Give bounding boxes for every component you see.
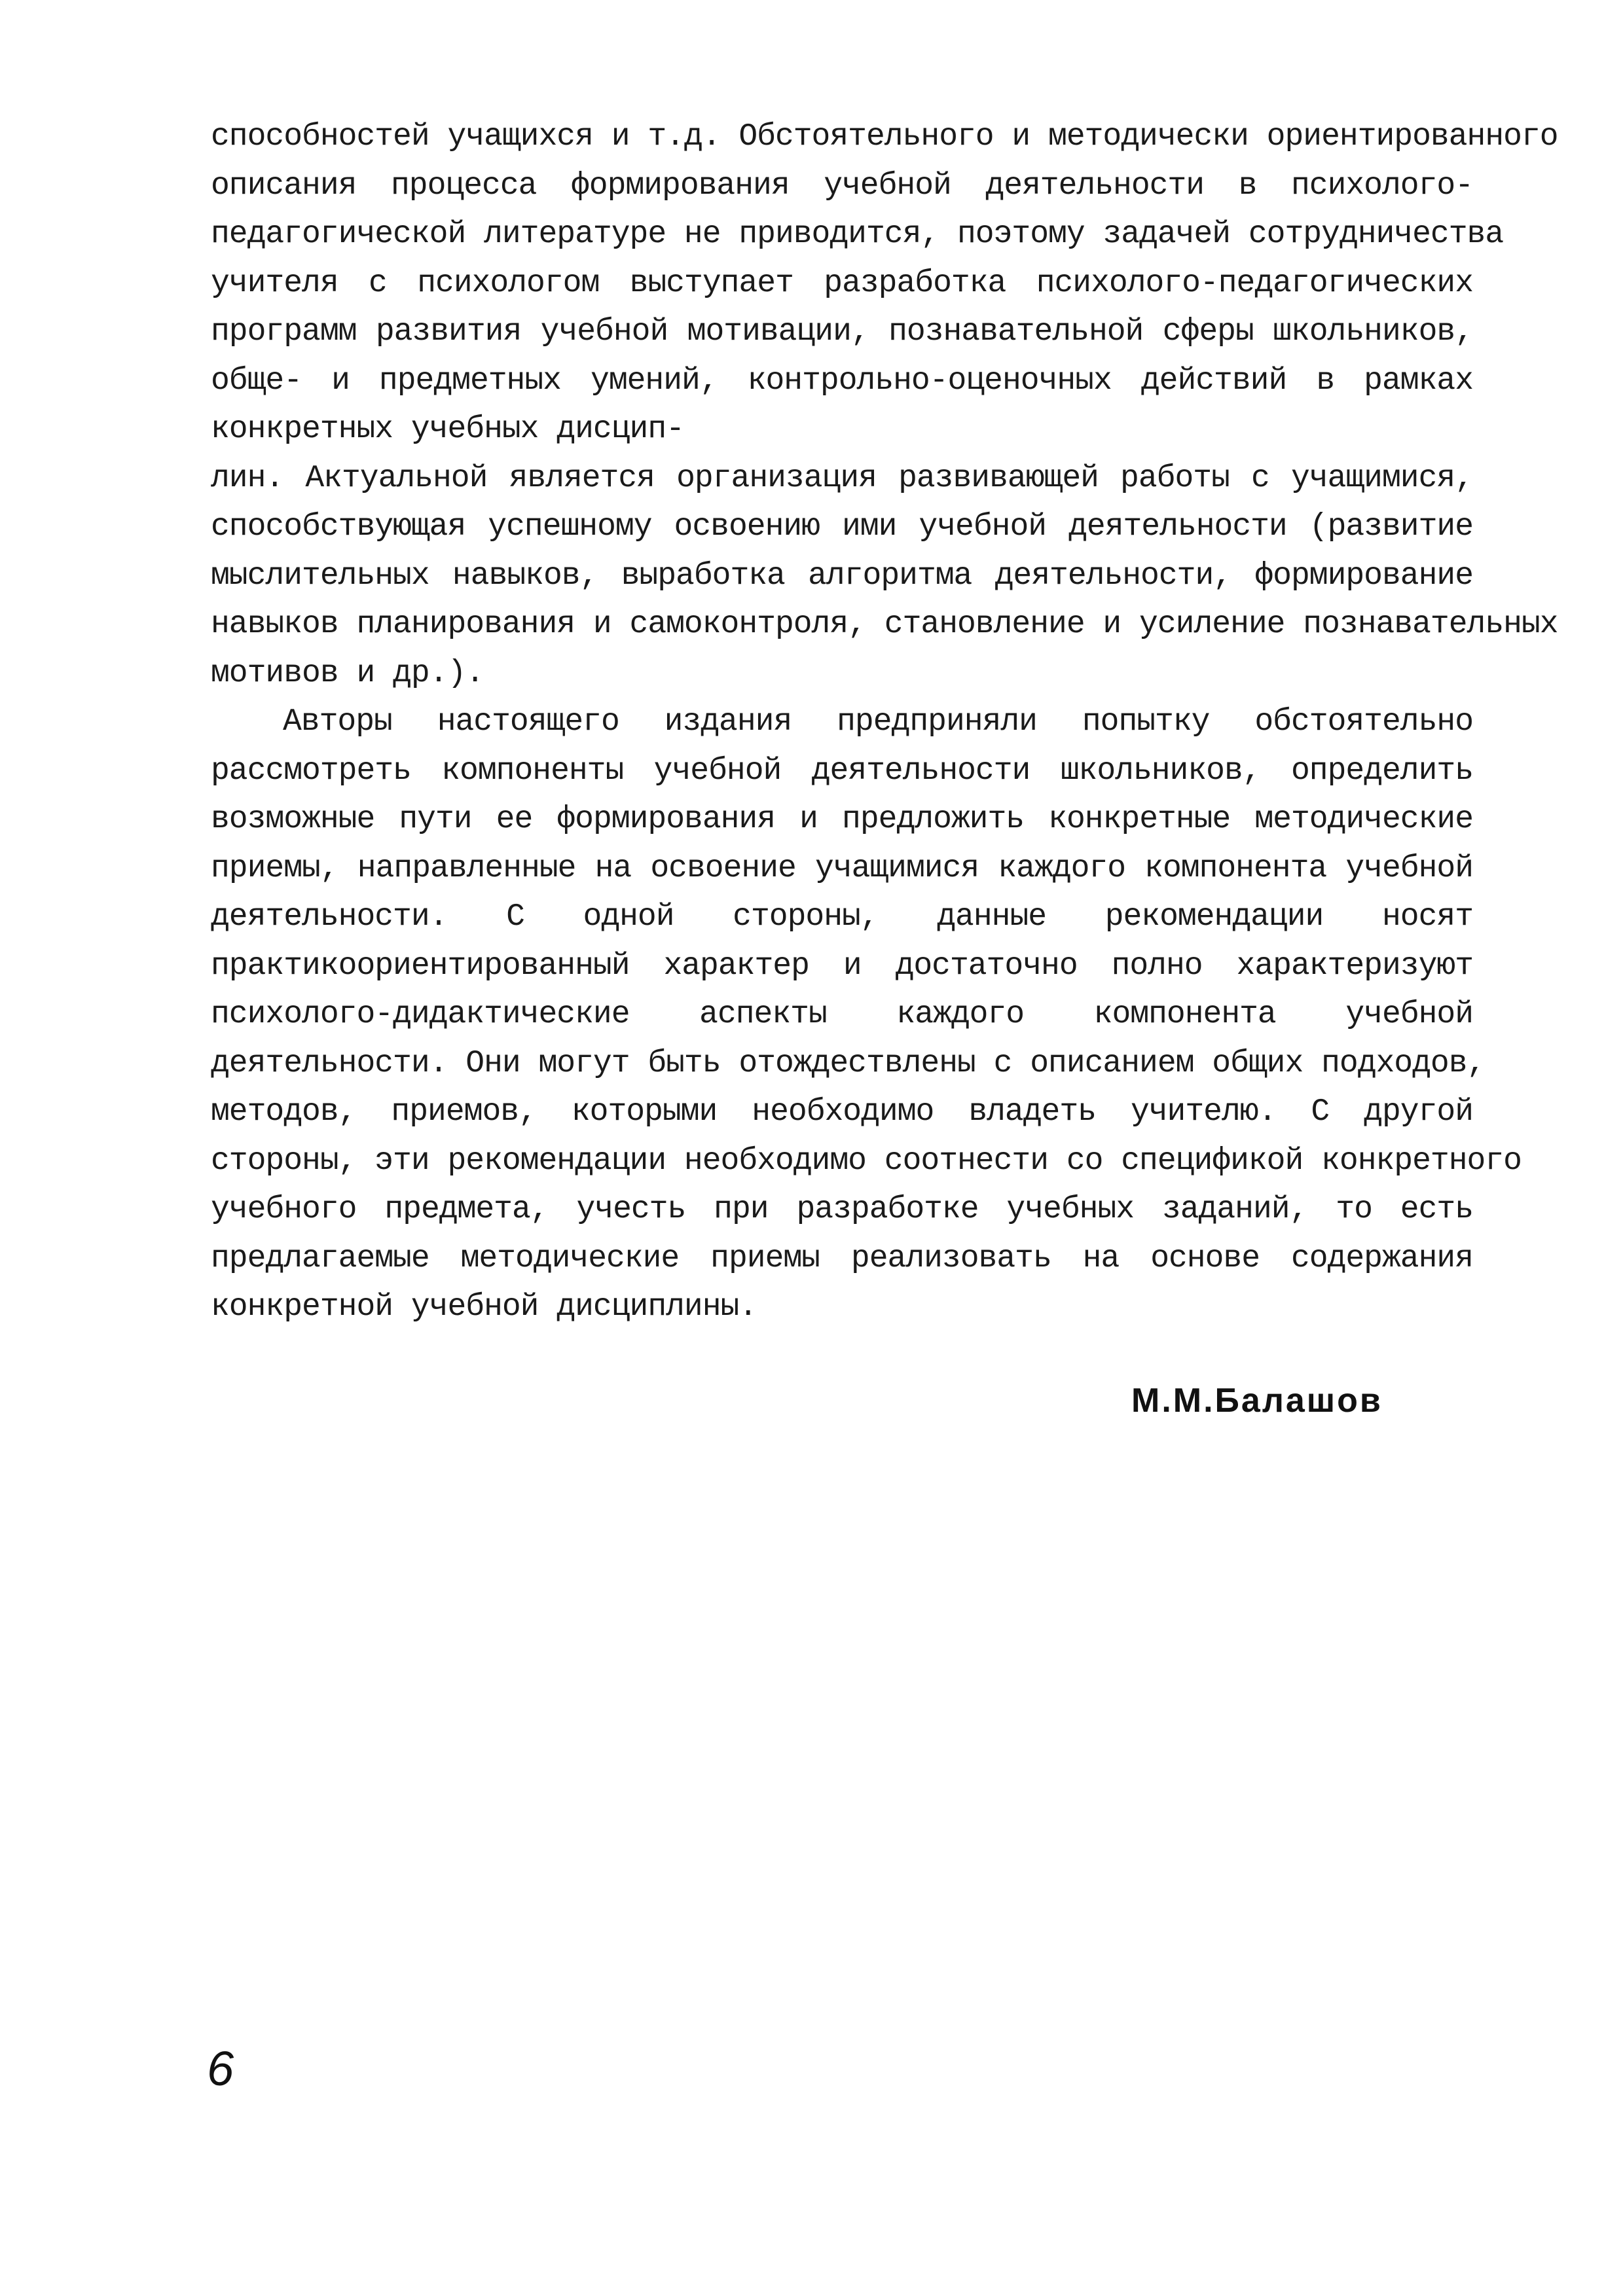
text-line: рассмотреть компоненты учебной деятельности школьников, определить [211, 753, 1473, 789]
text-line: способностей учащихся и т.д. Обстоятельного и методически ориентированного [211, 119, 1558, 154]
text-line: конкретных учебных дисцип- [211, 412, 684, 447]
page-number: 6 [207, 2041, 234, 2096]
text-line: стороны, эти рекомендации необходимо соотнести со спецификой конкретного [211, 1143, 1522, 1179]
text-line: лин. Актуальной является организация развивающей работы с учащимися, [211, 460, 1473, 496]
text-line: приемы, направленные на освоение учащимися каждого компонента учебной [211, 850, 1473, 886]
text-line: мотивов и др.). [211, 655, 484, 691]
text-line: психолого-дидактические аспекты каждого компонента учебной [211, 997, 1473, 1032]
text-line: мыслительных навыков, выработка алгоритма деятельности, формирование [211, 558, 1473, 594]
text-line: предлагаемые методические приемы реализовать на основе содержания [211, 1240, 1473, 1276]
text-line: навыков планирования и самоконтроля, становление и усиление познавательных [211, 607, 1558, 642]
body-text [211, 113, 1558, 1332]
text-line: практикоориентированный характер и достаточно полно характеризуют [211, 948, 1473, 984]
text-line: Авторы настоящего издания предприняли попытку обстоятельно [283, 704, 1473, 740]
text-line: деятельности. Они могут быть отождествлены с описанием общих подходов, [211, 1045, 1486, 1081]
text-line: обще- и предметных умений, контрольно-оценочных действий в рамках [211, 363, 1473, 399]
text-line: учебного предмета, учесть при разработке учебных заданий, то есть [211, 1192, 1473, 1227]
text-line: описания процесса формирования учебной деятельности в психолого- [211, 168, 1473, 204]
text-line: педагогической литературе не приводится, поэтому задачей сотрудничества [211, 217, 1504, 252]
text-line: возможные пути ее формирования и предложить конкретные методические [211, 802, 1473, 837]
author-signature: М.М.Балашов [1131, 1382, 1383, 1420]
text-line: методов, приемов, которыми необходимо владеть учителю. С другой [211, 1094, 1473, 1130]
text-line: конкретной учебной дисциплины. [211, 1289, 757, 1325]
text-line: учителя с психологом выступает разработка психолого-педагогических [211, 265, 1473, 301]
text-line: деятельности. С одной стороны, данные рекомендации носят [211, 899, 1473, 935]
text-line: способствующая успешному освоению ими учебной деятельности (развитие [211, 509, 1473, 545]
text-line: программ развития учебной мотивации, познавательной сферы школьников, [211, 314, 1473, 350]
